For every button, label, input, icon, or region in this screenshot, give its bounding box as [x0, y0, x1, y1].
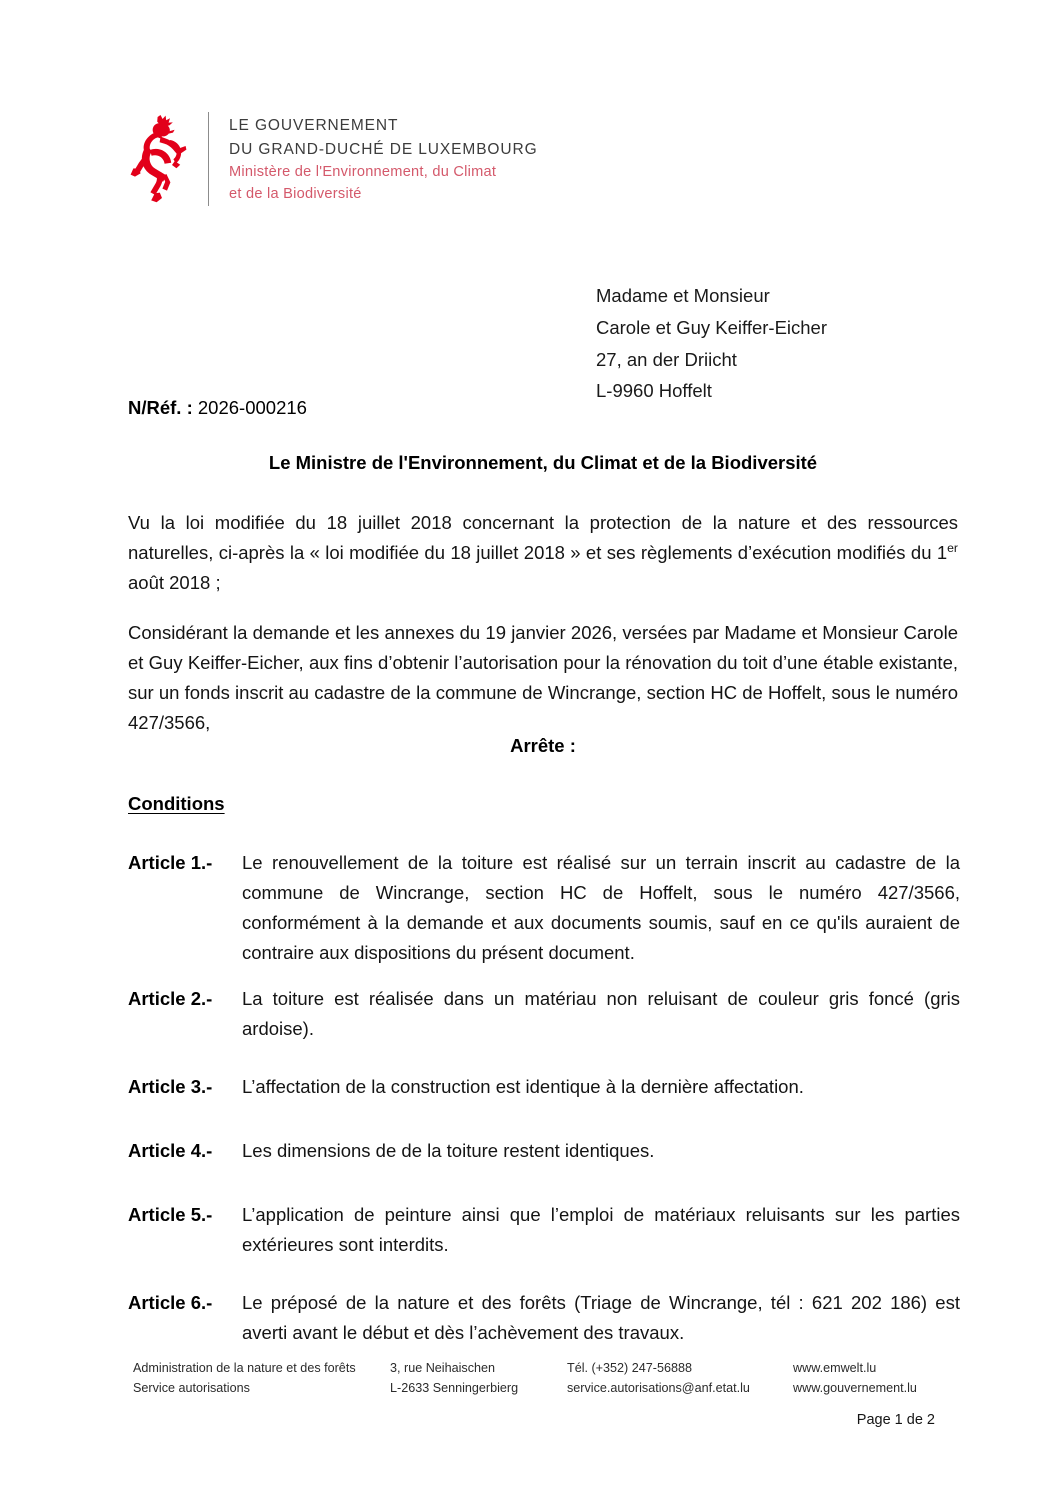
article-text: La toiture est réalisée dans un matériau non reluisant de couleur gris foncé (gris ardoise). — [242, 987, 960, 1039]
article-item — [128, 848, 960, 968]
article-text: Le préposé de la nature et des forêts (Triage de Wincrange, tél : 621 202 186) est averti avant le début et dès l’achèvement des travaux. — [242, 1291, 960, 1343]
ministry-line-2: et de la Biodiversité — [229, 186, 362, 203]
footer-website-gouvernement[interactable]: www.gouvernement.lu — [793, 1381, 917, 1396]
article-label: Article 2.- — [128, 987, 213, 1009]
footer-column-contact — [567, 1358, 793, 1399]
addressee-block — [596, 280, 827, 407]
reference-line — [128, 397, 307, 419]
footer-address-line-2: L-2633 Senningerbierg — [390, 1381, 519, 1396]
reference-label: N/Réf. : — [128, 397, 193, 418]
articles-list — [128, 848, 960, 1364]
paragraph-considerant: Considérant la demande et les annexes du 19 janvier 2026, versées par Madame et Monsieur Carole et Guy Keiffer-Eicher, aux fins d’obtenir l’autorisation pour la rénovation du toit d’une étable existante, sur un fonds inscrit au cadastre de la commune de Wincrange, section HC de Hoffelt, sous le numéro 427/3566, — [128, 622, 958, 733]
footer-column-websites — [793, 1358, 963, 1399]
addressee-line-1: Madame et Monsieur — [596, 285, 770, 306]
article-item — [128, 1288, 960, 1348]
paragraph-vu-part1: Vu la loi modifiée du 18 juillet 2018 concernant la protection de la nature et des ressources naturelles, ci-après la « loi modifiée du 18 juillet 2018 » et ses règlements d’exécution modifiés du 1 — [128, 512, 958, 563]
letterhead — [128, 108, 538, 208]
footer-column-department — [133, 1358, 390, 1399]
ordinal-suffix: er — [947, 540, 958, 555]
reference-value: 2026-000216 — [197, 397, 307, 418]
article-label: Article 6.- — [128, 1291, 213, 1313]
addressee-line-2: Carole et Guy Keiffer-Eicher — [596, 316, 828, 338]
government-line-2: DU GRAND-DUCHÉ DE LUXEMBOURG — [229, 140, 538, 158]
article-text: L’application de peinture ainsi que l’emploi de matériaux reluisants sur les parties extérieures sont interdits. — [242, 1203, 960, 1255]
footer-phone: Tél. (+352) 247-56888 — [567, 1361, 692, 1375]
letterhead-divider — [208, 112, 209, 206]
footer-address-line-1: 3, rue Neihaischen — [390, 1361, 496, 1375]
article-item — [128, 1136, 960, 1166]
footer-department-line-2: Service autorisations — [133, 1381, 250, 1396]
page-footer — [133, 1358, 963, 1399]
article-item — [128, 1072, 960, 1102]
article-label: Article 1.- — [128, 852, 213, 873]
article-text: L’affectation de la construction est identique à la dernière affectation. — [242, 1075, 804, 1097]
government-line-1: LE GOUVERNEMENT — [229, 117, 399, 134]
footer-department-line-1: Administration de la nature et des forêts — [133, 1361, 356, 1375]
footer-website-emwelt[interactable]: www.emwelt.lu — [793, 1361, 877, 1375]
addressee-line-4: L-9960 Hoffelt — [596, 380, 712, 402]
paragraph-vu — [128, 508, 958, 598]
article-label: Article 5.- — [128, 1203, 213, 1225]
article-item — [128, 1200, 960, 1260]
article-text: Le renouvellement de la toiture est réalisé sur un terrain inscrit au cadastre de la commune de Wincrange, section HC de Hoffelt, sous le numéro 427/3566, conformément à la demande et aux documents soumis, sauf en ce qu'ils auraient de contraire aux dispositions du présent document. — [242, 852, 960, 963]
ministry-line-1: Ministère de l'Environnement, du Climat — [229, 164, 497, 181]
footer-column-address — [390, 1358, 567, 1399]
article-item — [128, 984, 960, 1044]
addressee-line-3: 27, an der Driicht — [596, 348, 737, 370]
minister-title: Le Ministre de l'Environnement, du Climat et de la Biodiversité — [268, 452, 818, 473]
conditions-heading: Conditions — [128, 793, 225, 814]
letterhead-text — [229, 108, 538, 205]
arrete-heading: Arrête : — [510, 735, 576, 756]
page-number: Page 1 de 2 — [856, 1412, 935, 1428]
article-label: Article 3.- — [128, 1075, 213, 1097]
article-text: Les dimensions de de la toiture restent identiques. — [242, 1139, 655, 1161]
paragraph-vu-part2: août 2018 ; — [128, 571, 221, 593]
footer-email[interactable]: service.autorisations@anf.etat.lu — [567, 1381, 750, 1396]
luxembourg-red-lion-emblem — [128, 108, 190, 208]
article-label: Article 4.- — [128, 1139, 213, 1161]
